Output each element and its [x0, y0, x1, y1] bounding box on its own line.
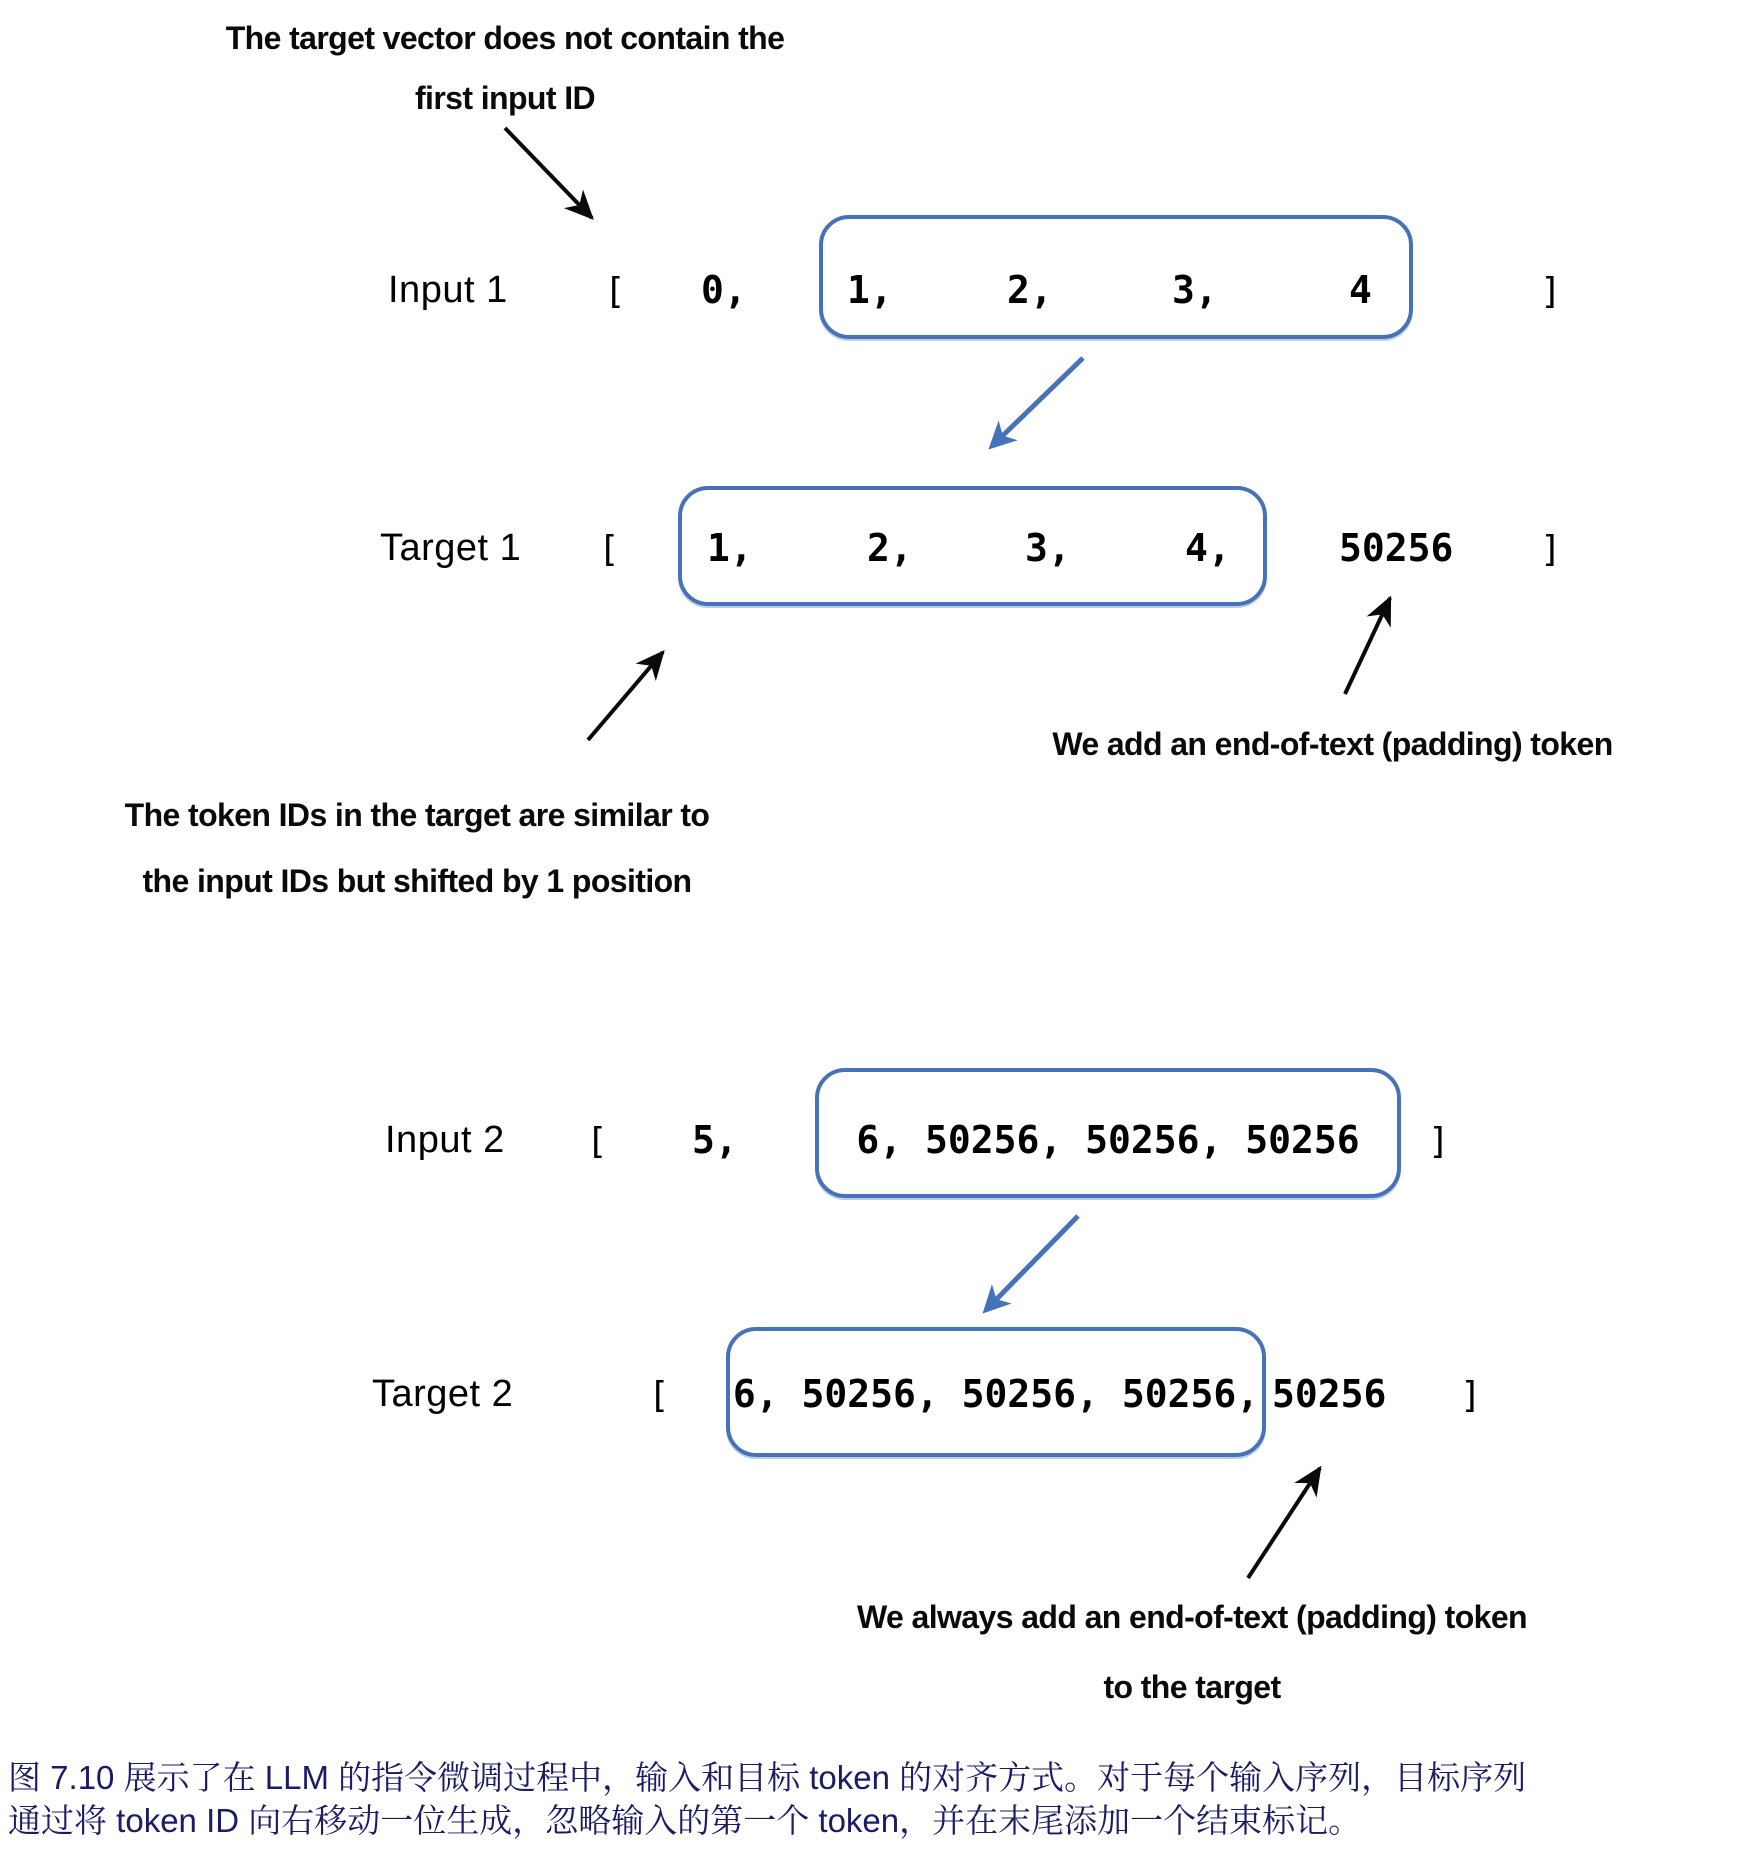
input2-token-outside: 5,	[692, 1118, 738, 1162]
annotation-shifted-ids	[60, 782, 774, 914]
input2-label: Input 2	[385, 1119, 505, 1161]
target1-highlight-box	[678, 486, 1267, 606]
arrow-left-annotation-to-target1-box	[588, 652, 663, 740]
figure-caption-line2: 通过将 token ID 向右移动一位生成，忽略输入的第一个 token，并在末尾添加一个结束标记。	[8, 1802, 1362, 1839]
annotation-always-add-end-of-text	[792, 1582, 1592, 1722]
input1-highlight-box	[819, 215, 1413, 339]
arrow-to-end-of-text-token-2	[1248, 1468, 1320, 1578]
input1-close-bracket: ]	[1540, 271, 1562, 312]
input1-token-2: 2,	[1007, 268, 1053, 312]
figure-caption-line1: 图 7.10 展示了在 LLM 的指令微调过程中，输入和目标 token 的对齐方式。对于每个输入序列，目标序列	[8, 1759, 1527, 1796]
target2-close-bracket: ]	[1460, 1375, 1482, 1416]
annotation-always-add-line1: We always add an end-of-text (padding) token	[857, 1599, 1527, 1635]
target2-open-bracket: [	[648, 1375, 670, 1416]
target1-token-endoftext: 50256	[1339, 526, 1454, 570]
arrow-top-annotation-to-first-id	[505, 128, 592, 218]
arrow-input2-to-target2	[986, 1216, 1078, 1310]
annotation-target-vector	[150, 8, 860, 128]
arrow-to-end-of-text-token-1	[1345, 598, 1390, 694]
target1-close-bracket: ]	[1540, 529, 1562, 570]
annotation-target-vector-line2: first input ID	[414, 80, 596, 116]
target2-boxed-tokens: 6, 50256, 50256, 50256,	[732, 1372, 1260, 1416]
arrow-input1-to-target1	[992, 358, 1083, 446]
input1-open-bracket: [	[604, 271, 626, 312]
input1-label: Input 1	[388, 269, 508, 311]
input2-boxed-tokens: 6, 50256, 50256, 50256	[856, 1118, 1360, 1162]
annotation-add-end-of-text: We add an end-of-text (padding) token	[1052, 726, 1613, 762]
input2-open-bracket: [	[586, 1121, 608, 1162]
target1-token-3: 3,	[1025, 526, 1071, 570]
annotation-always-add-line2: to the target	[1103, 1669, 1281, 1705]
input1-token-4: 4	[1349, 268, 1372, 312]
input1-token-1: 1,	[847, 268, 893, 312]
annotation-shifted-ids-line2: the input IDs but shifted by 1 position	[142, 863, 692, 899]
annotation-shifted-ids-line1: The token IDs in the target are similar to	[124, 797, 710, 833]
target1-open-bracket: [	[598, 529, 620, 570]
figure-caption	[8, 1756, 1734, 1842]
target2-token-endoftext: 50256	[1272, 1372, 1387, 1416]
annotation-target-vector-line1: The target vector does not contain the	[225, 20, 785, 56]
target2-label: Target 2	[372, 1373, 514, 1415]
input1-token-3: 3,	[1172, 268, 1218, 312]
target1-token-4: 4,	[1185, 526, 1231, 570]
target1-label: Target 1	[380, 527, 522, 569]
target1-token-1: 1,	[707, 526, 753, 570]
input1-token-outside: 0,	[701, 268, 747, 312]
input2-close-bracket: ]	[1428, 1121, 1450, 1162]
target1-token-2: 2,	[867, 526, 913, 570]
